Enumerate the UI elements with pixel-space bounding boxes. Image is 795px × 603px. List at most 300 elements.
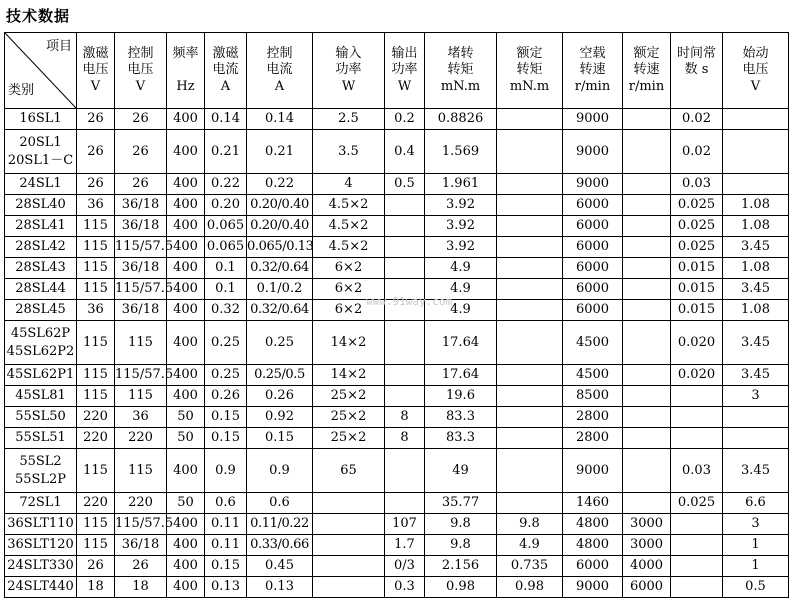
column-header [313, 33, 385, 109]
column-header-line: A [220, 78, 231, 94]
cell-noload-speed: 2800 [563, 428, 623, 449]
cell-control-voltage: 26 [115, 109, 167, 130]
cell-frequency: 400 [167, 237, 205, 258]
cell-rated-torque [497, 321, 563, 365]
cell-control-voltage: 36/18 [115, 258, 167, 279]
cell-control-voltage: 115/57.5 [115, 514, 167, 535]
cell-locked-torque: 2.156 [425, 556, 497, 577]
cell-excitation-voltage: 220 [77, 493, 115, 514]
cell-time-constant: 0.025 [671, 216, 723, 237]
column-header-line: 转矩 [447, 62, 474, 78]
cell-output-power: 0.2 [385, 109, 425, 130]
cell-locked-torque: 19.6 [425, 386, 497, 407]
cell-time-constant [671, 386, 723, 407]
cell-control-voltage: 36/18 [115, 195, 167, 216]
cell-input-power: 25×2 [313, 386, 385, 407]
cell-starting-voltage: 3.45 [723, 321, 789, 365]
cell-control-current: 0.25 [247, 321, 313, 365]
cell-model: 24SLT440 [5, 577, 77, 598]
cell-control-current: 0.14 [247, 109, 313, 130]
cell-rated-speed [623, 321, 671, 365]
cell-locked-torque: 83.3 [425, 428, 497, 449]
cell-excitation-voltage: 36 [77, 300, 115, 321]
cell-frequency: 400 [167, 216, 205, 237]
cell-control-voltage: 36/18 [115, 216, 167, 237]
cell-control-current: 0.1/0.2 [247, 279, 313, 300]
cell-control-voltage: 220 [115, 428, 167, 449]
table-row [5, 279, 789, 300]
cell-control-voltage: 36 [115, 407, 167, 428]
table-row [5, 237, 789, 258]
cell-excitation-voltage: 115 [77, 237, 115, 258]
table-row [5, 195, 789, 216]
column-header [723, 33, 789, 109]
cell-rated-torque [497, 109, 563, 130]
cell-input-power: 65 [313, 449, 385, 493]
cell-output-power: 0.4 [385, 130, 425, 174]
cell-input-power: 25×2 [313, 407, 385, 428]
column-header-line [671, 79, 722, 96]
column-header-line: V [750, 78, 761, 94]
cell-noload-speed: 9000 [563, 174, 623, 195]
cell-input-power: 3.5 [313, 130, 385, 174]
cell-excitation-current: 0.9 [205, 449, 247, 493]
cell-control-voltage: 18 [115, 577, 167, 598]
cell-control-current: 0.45 [247, 556, 313, 577]
column-header [497, 33, 563, 109]
cell-control-current: 0.20/0.40 [247, 195, 313, 216]
column-header-line: 电压 [82, 62, 109, 78]
cell-rated-speed [623, 174, 671, 195]
cell-locked-torque: 83.3 [425, 407, 497, 428]
cell-excitation-current: 0.15 [205, 407, 247, 428]
cell-output-power [385, 300, 425, 321]
cell-model: 28SL41 [5, 216, 77, 237]
cell-excitation-current: 0.26 [205, 386, 247, 407]
cell-model: 45SL81 [5, 386, 77, 407]
cell-control-current: 0.25/0.5 [247, 365, 313, 386]
table-row [5, 216, 789, 237]
cell-model: 28SL44 [5, 279, 77, 300]
table-row [5, 174, 789, 195]
cell-time-constant: 0.02 [671, 130, 723, 174]
cell-locked-torque: 4.9 [425, 279, 497, 300]
cell-excitation-voltage: 115 [77, 258, 115, 279]
corner-header [5, 33, 77, 109]
cell-control-current: 0.22 [247, 174, 313, 195]
cell-rated-speed: 3000 [623, 535, 671, 556]
column-header-line: 输入 [335, 45, 362, 61]
cell-control-voltage: 115 [115, 449, 167, 493]
cell-input-power: 6×2 [313, 279, 385, 300]
cell-control-current: 0.33/0.66 [247, 535, 313, 556]
cell-excitation-current: 0.14 [205, 109, 247, 130]
cell-noload-speed: 6000 [563, 237, 623, 258]
cell-model: 24SL1 [5, 174, 77, 195]
cell-rated-speed [623, 279, 671, 300]
cell-excitation-voltage: 18 [77, 577, 115, 598]
cell-frequency: 400 [167, 195, 205, 216]
cell-starting-voltage: 3 [723, 514, 789, 535]
cell-frequency: 400 [167, 300, 205, 321]
cell-locked-torque: 1.569 [425, 130, 497, 174]
cell-excitation-current: 0.32 [205, 300, 247, 321]
cell-rated-torque: 9.8 [497, 514, 563, 535]
cell-frequency: 50 [167, 428, 205, 449]
table-row [5, 130, 789, 174]
corner-label-category: 类别 [8, 83, 35, 99]
column-header [205, 33, 247, 109]
table-row [5, 407, 789, 428]
column-header-line: 功率 [335, 62, 362, 78]
cell-frequency: 50 [167, 407, 205, 428]
table-row [5, 109, 789, 130]
column-header-line: 激磁 [82, 45, 109, 61]
cell-excitation-voltage: 115 [77, 386, 115, 407]
column-header-line: W [397, 78, 412, 94]
cell-model: 28SL40 [5, 195, 77, 216]
cell-control-current: 0.9 [247, 449, 313, 493]
column-header-line: 激磁 [212, 45, 239, 61]
cell-time-constant [671, 514, 723, 535]
cell-starting-voltage: 6.6 [723, 493, 789, 514]
cell-locked-torque: 9.8 [425, 514, 497, 535]
watermark: www.91way.com [366, 295, 453, 308]
column-header-line: 控制 [127, 45, 154, 61]
column-header-line: 电流 [266, 62, 293, 78]
cell-starting-voltage [723, 109, 789, 130]
cell-input-power: 25×2 [313, 428, 385, 449]
column-header-line: A [274, 78, 285, 94]
table-row [5, 258, 789, 279]
cell-time-constant [671, 556, 723, 577]
column-header-line: V [135, 78, 146, 94]
column-header [385, 33, 425, 109]
cell-rated-torque [497, 195, 563, 216]
cell-rated-speed: 6000 [623, 577, 671, 598]
cell-noload-speed: 6000 [563, 195, 623, 216]
cell-starting-voltage: 3.45 [723, 449, 789, 493]
column-header-line: 电压 [742, 62, 769, 78]
cell-rated-speed [623, 365, 671, 386]
cell-rated-speed: 3000 [623, 514, 671, 535]
cell-frequency: 400 [167, 449, 205, 493]
cell-time-constant [671, 428, 723, 449]
cell-control-current: 0.20/0.40 [247, 216, 313, 237]
cell-starting-voltage: 3.45 [723, 237, 789, 258]
table-row [5, 321, 789, 365]
cell-rated-torque [497, 386, 563, 407]
cell-output-power: 8 [385, 428, 425, 449]
cell-time-constant [671, 577, 723, 598]
cell-noload-speed: 6000 [563, 279, 623, 300]
column-header-line: Hz [176, 78, 195, 94]
cell-control-current: 0.15 [247, 428, 313, 449]
cell-starting-voltage: 1.08 [723, 258, 789, 279]
cell-input-power: 14×2 [313, 365, 385, 386]
cell-time-constant: 0.025 [671, 237, 723, 258]
cell-output-power: 0.5 [385, 174, 425, 195]
cell-starting-voltage: 1.08 [723, 216, 789, 237]
cell-locked-torque: 17.64 [425, 321, 497, 365]
cell-time-constant: 0.025 [671, 493, 723, 514]
cell-model: 24SLT330 [5, 556, 77, 577]
column-header-line: 额定 [516, 45, 543, 61]
cell-rated-torque [497, 174, 563, 195]
cell-output-power [385, 237, 425, 258]
cell-input-power: 4.5×2 [313, 195, 385, 216]
cell-output-power: 0/3 [385, 556, 425, 577]
cell-model: 72SL1 [5, 493, 77, 514]
column-header-line: 转速 [579, 62, 606, 78]
model-line: 45SL62P [10, 325, 71, 341]
cell-model [5, 321, 77, 365]
cell-noload-speed: 1460 [563, 493, 623, 514]
cell-frequency: 400 [167, 258, 205, 279]
column-header-line: 控制 [266, 45, 293, 61]
cell-frequency: 400 [167, 556, 205, 577]
cell-output-power [385, 321, 425, 365]
cell-noload-speed: 6000 [563, 216, 623, 237]
column-header-line: 转速 [633, 62, 660, 78]
cell-control-current: 0.26 [247, 386, 313, 407]
cell-output-power [385, 195, 425, 216]
cell-control-current: 0.21 [247, 130, 313, 174]
cell-control-voltage: 115 [115, 321, 167, 365]
cell-control-current: 0.32/0.64 [247, 258, 313, 279]
cell-rated-torque: 4.9 [497, 535, 563, 556]
cell-excitation-voltage: 115 [77, 279, 115, 300]
cell-noload-speed: 9000 [563, 130, 623, 174]
cell-noload-speed: 9000 [563, 449, 623, 493]
cell-excitation-current: 0.15 [205, 556, 247, 577]
table-row [5, 535, 789, 556]
cell-frequency: 400 [167, 174, 205, 195]
cell-control-current: 0.92 [247, 407, 313, 428]
cell-time-constant: 0.025 [671, 195, 723, 216]
cell-input-power: 4.5×2 [313, 237, 385, 258]
cell-control-voltage: 115 [115, 386, 167, 407]
cell-output-power [385, 449, 425, 493]
column-header-line: 额定 [633, 45, 660, 61]
cell-rated-speed [623, 493, 671, 514]
cell-rated-speed [623, 386, 671, 407]
cell-starting-voltage [723, 428, 789, 449]
cell-noload-speed: 4500 [563, 365, 623, 386]
cell-rated-torque [497, 407, 563, 428]
cell-time-constant: 0.020 [671, 321, 723, 365]
cell-rated-torque [497, 130, 563, 174]
cell-control-current: 0.6 [247, 493, 313, 514]
cell-frequency: 400 [167, 321, 205, 365]
cell-excitation-current: 0.25 [205, 365, 247, 386]
cell-input-power: 6×2 [313, 258, 385, 279]
column-header-line: 堵转 [447, 45, 474, 61]
cell-input-power: 2.5 [313, 109, 385, 130]
cell-rated-torque: 0.735 [497, 556, 563, 577]
cell-rated-torque [497, 449, 563, 493]
cell-control-current: 0.11/0.22 [247, 514, 313, 535]
cell-starting-voltage: 1.08 [723, 300, 789, 321]
cell-output-power [385, 258, 425, 279]
cell-model: 16SL1 [5, 109, 77, 130]
cell-frequency: 400 [167, 577, 205, 598]
cell-output-power [385, 386, 425, 407]
cell-input-power [313, 514, 385, 535]
corner-label-item: 项目 [45, 39, 72, 54]
table-row [5, 577, 789, 598]
cell-excitation-current: 0.1 [205, 258, 247, 279]
cell-output-power [385, 365, 425, 386]
cell-model [5, 130, 77, 174]
header-row [5, 33, 789, 109]
cell-input-power: 6×2 [313, 300, 385, 321]
cell-excitation-voltage: 36 [77, 195, 115, 216]
cell-starting-voltage: 1.08 [723, 195, 789, 216]
cell-model: 28SL43 [5, 258, 77, 279]
cell-excitation-voltage: 115 [77, 216, 115, 237]
cell-control-voltage: 36/18 [115, 300, 167, 321]
cell-rated-speed [623, 428, 671, 449]
column-header-line: V [90, 78, 101, 94]
cell-rated-torque [497, 258, 563, 279]
table-row [5, 300, 789, 321]
column-header [115, 33, 167, 109]
cell-output-power [385, 216, 425, 237]
cell-excitation-current: 0.13 [205, 577, 247, 598]
column-header-line: r/min [628, 78, 665, 94]
cell-time-constant: 0.02 [671, 109, 723, 130]
cell-time-constant: 0.020 [671, 365, 723, 386]
cell-model: 45SL62P1 [5, 365, 77, 386]
cell-excitation-current: 0.065 [205, 216, 247, 237]
cell-starting-voltage [723, 130, 789, 174]
cell-input-power [313, 577, 385, 598]
column-header-line: mN.m [440, 78, 481, 94]
table-row [5, 493, 789, 514]
cell-starting-voltage: 3.45 [723, 365, 789, 386]
column-header-line: 时间常 [676, 45, 716, 61]
cell-frequency: 400 [167, 386, 205, 407]
cell-excitation-voltage: 26 [77, 130, 115, 174]
cell-rated-speed: 4000 [623, 556, 671, 577]
cell-excitation-current: 0.11 [205, 535, 247, 556]
model-line: 45SL62P2 [6, 343, 75, 359]
cell-noload-speed: 4800 [563, 514, 623, 535]
cell-rated-torque [497, 216, 563, 237]
cell-input-power [313, 493, 385, 514]
cell-noload-speed: 4500 [563, 321, 623, 365]
cell-excitation-voltage: 26 [77, 174, 115, 195]
cell-starting-voltage: 3 [723, 386, 789, 407]
model-line: 20SL1 [19, 134, 62, 150]
cell-excitation-voltage: 220 [77, 407, 115, 428]
cell-locked-torque: 35.77 [425, 493, 497, 514]
cell-noload-speed: 9000 [563, 577, 623, 598]
cell-frequency: 400 [167, 365, 205, 386]
cell-rated-torque [497, 365, 563, 386]
table-row [5, 428, 789, 449]
table-row [5, 365, 789, 386]
cell-frequency: 400 [167, 535, 205, 556]
cell-noload-speed: 4800 [563, 535, 623, 556]
column-header-line: 功率 [391, 62, 418, 78]
cell-output-power [385, 493, 425, 514]
cell-rated-speed [623, 237, 671, 258]
cell-frequency: 400 [167, 130, 205, 174]
cell-locked-torque: 49 [425, 449, 497, 493]
cell-control-voltage: 115/57.5 [115, 237, 167, 258]
page-title: 技术数据 [6, 7, 71, 25]
cell-rated-speed [623, 195, 671, 216]
column-header [167, 33, 205, 109]
cell-rated-speed [623, 300, 671, 321]
table-row [5, 514, 789, 535]
column-header-line: 电压 [127, 62, 154, 78]
cell-time-constant: 0.03 [671, 174, 723, 195]
cell-excitation-current: 0.25 [205, 321, 247, 365]
cell-model: 36SLT110 [5, 514, 77, 535]
cell-control-voltage: 115/57.5 [115, 365, 167, 386]
cell-time-constant: 0.015 [671, 279, 723, 300]
cell-output-power [385, 279, 425, 300]
cell-control-voltage: 26 [115, 174, 167, 195]
cell-control-current: 0.065/0.13 [247, 237, 313, 258]
model-line: 55SL2 [19, 453, 62, 469]
table-row [5, 449, 789, 493]
cell-input-power: 4.5×2 [313, 216, 385, 237]
cell-locked-torque: 9.8 [425, 535, 497, 556]
cell-control-current: 0.13 [247, 577, 313, 598]
cell-starting-voltage: 0.5 [723, 577, 789, 598]
cell-model: 28SL42 [5, 237, 77, 258]
cell-rated-torque [497, 428, 563, 449]
column-header-line: 数 s [684, 62, 709, 78]
cell-model: 36SLT120 [5, 535, 77, 556]
cell-rated-torque [497, 300, 563, 321]
cell-rated-speed [623, 407, 671, 428]
model-line: 55SL2P [14, 471, 67, 487]
column-header-line: 空载 [579, 45, 606, 61]
column-header-line: 转矩 [516, 62, 543, 78]
cell-noload-speed: 6000 [563, 300, 623, 321]
cell-frequency: 400 [167, 279, 205, 300]
cell-excitation-current: 0.1 [205, 279, 247, 300]
cell-excitation-current: 0.20 [205, 195, 247, 216]
cell-locked-torque: 1.961 [425, 174, 497, 195]
cell-time-constant: 0.03 [671, 449, 723, 493]
cell-model: 55SL51 [5, 428, 77, 449]
cell-input-power: 4 [313, 174, 385, 195]
cell-excitation-current: 0.22 [205, 174, 247, 195]
cell-noload-speed: 2800 [563, 407, 623, 428]
cell-time-constant [671, 407, 723, 428]
cell-excitation-voltage: 115 [77, 449, 115, 493]
cell-excitation-voltage: 115 [77, 365, 115, 386]
cell-frequency: 400 [167, 514, 205, 535]
cell-excitation-current: 0.065 [205, 237, 247, 258]
model-line: 20SL1－C [7, 152, 74, 168]
cell-rated-speed [623, 449, 671, 493]
cell-locked-torque: 3.92 [425, 216, 497, 237]
cell-locked-torque: 3.92 [425, 237, 497, 258]
cell-rated-speed [623, 216, 671, 237]
cell-excitation-current: 0.6 [205, 493, 247, 514]
column-header-line: 始动 [742, 45, 769, 61]
cell-excitation-voltage: 115 [77, 514, 115, 535]
cell-rated-speed [623, 109, 671, 130]
cell-locked-torque: 0.8826 [425, 109, 497, 130]
